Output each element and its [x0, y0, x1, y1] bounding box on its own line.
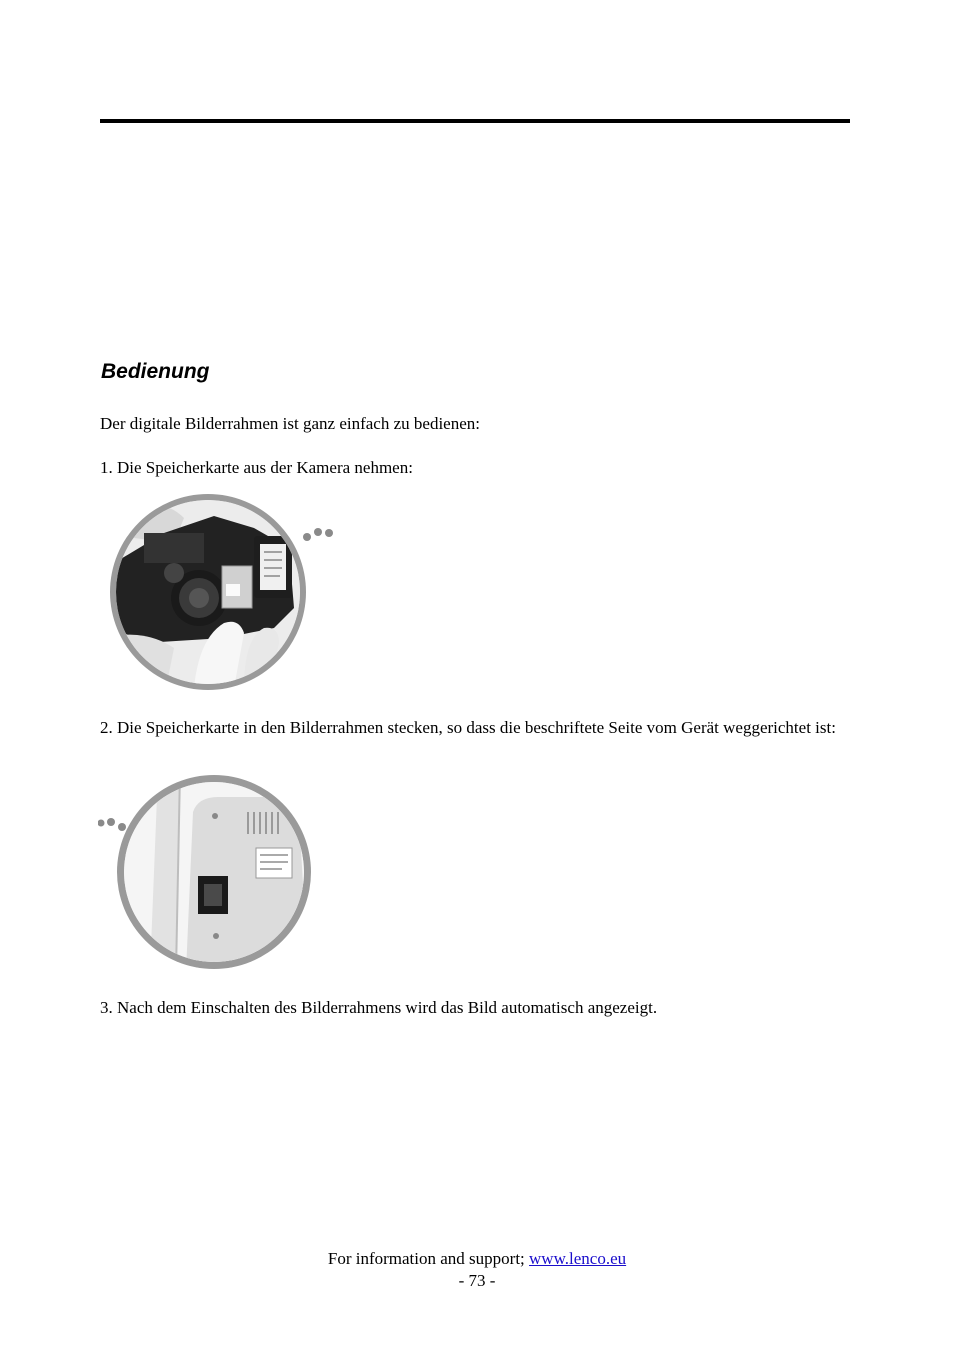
footer-support-text: For information and support; — [327, 1249, 525, 1268]
camera-card-removal-photo — [104, 488, 336, 698]
intro-text: Der digitale Bilderrahmen ist ganz einfach zu bedienen: — [100, 414, 480, 433]
step-3-text: 3. Nach dem Einschalten des Bilderrahmens wird das Bild automatisch angezeigt. — [100, 998, 658, 1017]
step-2-text: 2. Die Speicherkarte in den Bilderrahmen stecken, so dass die beschriftete Seite vom Gerät weggerichtet ist: — [100, 718, 836, 737]
footer-support — [0, 1248, 954, 1270]
step-1-text: 1. Die Speicherkarte aus der Kamera nehmen: — [100, 458, 413, 477]
header-rule — [100, 119, 850, 123]
page-number: - 73 - — [458, 1271, 496, 1290]
section-heading: Bedienung — [101, 360, 210, 383]
support-link[interactable]: www.lenco.eu — [529, 1249, 627, 1268]
frame-card-slot-photo — [98, 772, 316, 972]
